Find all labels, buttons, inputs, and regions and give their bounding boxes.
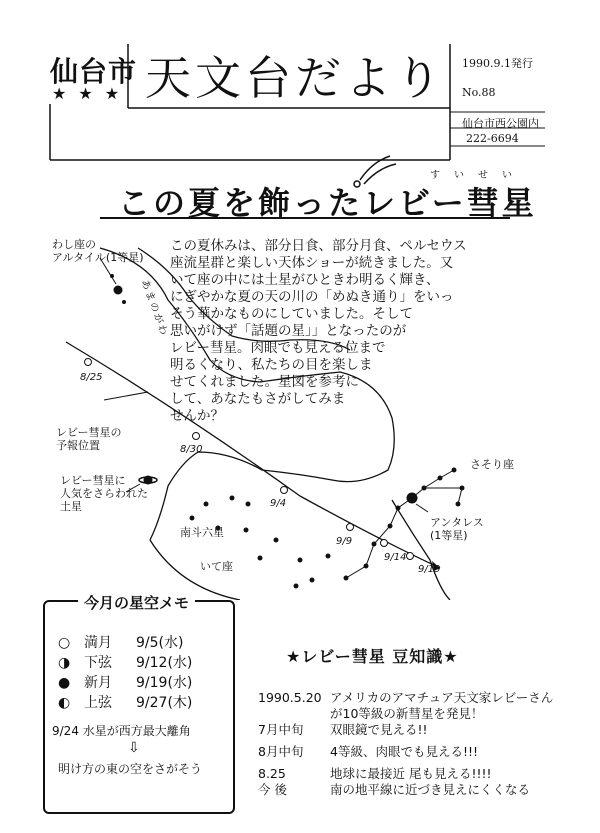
new-moon-icon: ● (58, 675, 71, 691)
nanto-label: 南斗六星 (180, 526, 224, 539)
headline-ruby: すいせい (430, 170, 526, 181)
down-arrow-icon: ⇩ (128, 740, 140, 756)
sagittarius-label: いて座 (200, 560, 233, 573)
milky-way-label: あまのがわ (138, 278, 170, 339)
memo-title: 今月の星空メモ (78, 592, 195, 613)
headline: この夏を飾ったレビー彗星 (118, 184, 537, 222)
date-9-14: 9/14 (384, 552, 407, 563)
antares-label: アンタレス (1等星) (430, 516, 484, 542)
timeline-row: 今 後 南の地平線に近づき見えにくくなる (258, 782, 531, 797)
last-quarter-icon: ◑ (58, 655, 71, 671)
comet-path (66, 342, 440, 568)
timeline-row: 8月中旬 4等級、肉眼でも見える!!! (258, 744, 478, 759)
comet-path-label: レビー彗星の 予報位置 (56, 426, 122, 452)
address: 仙台市西公園内 (462, 117, 539, 130)
phase-row-full: ○ 満月 9/5(水) (58, 635, 184, 651)
timeline-row: 8.25 地球に最接近 尾も見える!!!! (258, 766, 492, 781)
date-9-4: 9/4 (270, 498, 287, 509)
phase-row-last-quarter: ◑ 下弦 9/12(水) (58, 655, 193, 671)
full-moon-icon: ○ (58, 635, 71, 651)
mercury-note (52, 722, 191, 739)
phase-row-new: ● 新月 9/19(水) (58, 675, 193, 691)
masthead-stars: ★★★ (52, 84, 132, 103)
date-8-30: 8/30 (180, 444, 203, 455)
comet-position-8-30 (193, 433, 200, 440)
timeline-row: が10等級の新彗星を発見！ (330, 706, 484, 721)
intro-text: この夏休みは、部分日食、部分月食、ペルセウス 座流星群と楽しい天体ショーが続きました。又 いて座の中には土星がひときわ明るく輝き、 にぎやかな夏の天の川の「めぬき通り」をいっ そう華かなものにしていました。そして 思いがけず「話題の星」」となったのが レビー彗星。肉眼でも見える位まで 明るくなり、私たちの目を楽しま せてくれました。星図を参考に して、あなたもさがしてみま せんか？ (170, 238, 467, 424)
phase-row-first-quarter: ◐ 上弦 9/27(木) (58, 695, 193, 711)
issue-date: 1990.9.1発行 (462, 57, 533, 70)
timeline-row: 1990.5.20 アメリカのアマチュア天文家レビーさん (258, 690, 554, 705)
date-8-25: 8/25 (80, 372, 103, 383)
sagittarius-stars (190, 496, 331, 589)
phone-number: 222-6694 (466, 132, 519, 145)
altair-star (114, 286, 123, 295)
city-name: 仙台市 (50, 55, 138, 88)
first-quarter-icon: ◐ (58, 695, 71, 711)
saturn-label: レビー彗星に 人気をさらわれた 土星 (60, 474, 148, 513)
comet-position-8-25 (85, 359, 92, 366)
date-9-9: 9/9 (336, 536, 353, 547)
scorpius-label: さそり座 (470, 458, 514, 471)
mercury-note-text: 水星が西方最大離角 (82, 724, 191, 738)
comet-position-9-14 (381, 540, 388, 547)
date-9-19: 9/19 (418, 564, 441, 575)
comet-position-9-19 (407, 553, 414, 560)
issue-number: No.88 (462, 86, 496, 99)
timeline-row: 7月中旬 双眼鏡で見える!! (258, 722, 428, 737)
trivia-title: ★レビー彗星 豆知識★ (286, 647, 459, 666)
comet-position-9-4 (281, 487, 288, 494)
newsletter-title: 天文台だより (145, 51, 445, 105)
comet-position-9-9 (347, 524, 354, 531)
mercury-note-date: 9/24 (52, 724, 79, 738)
altair-label: わし座の アルタイル(1等星) (52, 238, 144, 264)
mercury-note-text2: 明け方の東の空をさがそう (58, 762, 203, 776)
